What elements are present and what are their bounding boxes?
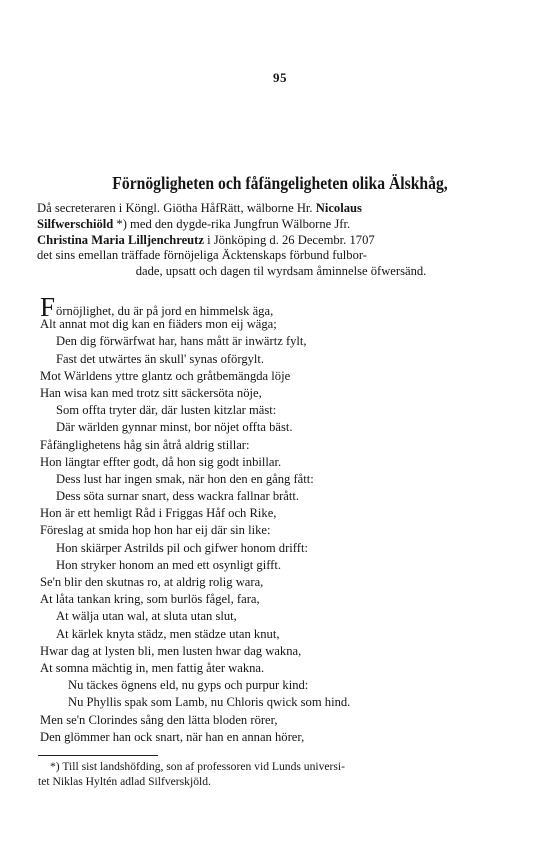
- poem-line: At kärlek knyta städz, men städze utan knut,: [56, 626, 280, 641]
- footnote-line: *) Till sist landshöfding, son af professoren vid Lunds universi-: [50, 760, 345, 773]
- dedication-line: Christina Maria Lilljenchreutz i Jönköping d. 26 Decembr. 1707: [37, 232, 375, 247]
- name-nicolaus: Nicolaus: [315, 201, 362, 215]
- poem-line: At låta tankan kring, som burlös fågel, fara,: [40, 592, 260, 607]
- poem-line: Dess lust har ingen smak, när hon den en gång fått:: [56, 471, 314, 486]
- poem-line: Mot Wärldens yttre glantz och gråtbemängda löje: [40, 368, 291, 383]
- name-christina: Christina Maria Lilljenchreutz: [37, 232, 204, 247]
- poem-line: Föreslag at smida hop hon har eij där sin like:: [40, 523, 271, 538]
- poem-line: Som offta tryter där, där lusten kitzlar mäst:: [56, 403, 277, 418]
- page-number: 95: [273, 70, 287, 85]
- dedication-line: dade, upsatt och dagen til wyrdsam åminnelse öfwersänd.: [135, 264, 427, 279]
- drop-cap: F: [40, 292, 56, 322]
- poem-title: Förnögligheten och fåfängeligheten olika Älskhåg,: [112, 173, 448, 193]
- poem-line: Den dig förwärfwat har, hans mått är inwärtz fylt,: [56, 334, 307, 349]
- poem-line: Dess söta surnar snart, dess wackra fallnar brått.: [56, 489, 300, 504]
- poem-line: Fast det utwärtes än skull' synas oförgylt.: [56, 351, 265, 366]
- poem-line: Men se'n Clorindes sång den lätta bloden rörer,: [40, 712, 278, 727]
- poem-line: Hon stryker honom an med ett osynligt gifft.: [56, 557, 282, 572]
- poem-line: Förnöjlighet, du är på jord en himmelsk äga,: [40, 292, 274, 322]
- poem-line: Där wärlden gynnar minst, bor nöjet offta bäst.: [56, 420, 293, 435]
- poem-line: Hon är ett hemligt Råd i Friggas Håf och Rike,: [40, 506, 277, 521]
- poem-line: Hon längtar effter godt, då hon sig godt inbillar.: [40, 454, 282, 469]
- footnote: [38, 760, 522, 789]
- name-silfwerschiold: Silfwerschiöld: [37, 216, 114, 231]
- poem-line: Den glömmer han ock snart, när han en annan hörer,: [40, 729, 305, 744]
- footnote-line: tet Niklas Hyltén adlad Silfverskjöld.: [38, 774, 211, 788]
- poem-line: Fåfänglighetens håg sin åtrå aldrig stillar:: [40, 437, 250, 452]
- dedication-line: Silfwerschiöld *) med den dygde-rika Jungfrun Wälborne Jfr.: [37, 216, 351, 231]
- poem-line: At somna mächtig in, men fattig åter wakna.: [40, 660, 265, 675]
- poem-line: Hwar dag at lysten bli, men lusten hwar dag wakna,: [40, 643, 302, 658]
- poem-line: Nu täckes ögnens eld, nu gyps och purpur kind:: [68, 678, 309, 693]
- poem-line: Nu Phyllis spak som Lamb, nu Chloris qwick som hind.: [68, 695, 351, 710]
- dedication-line: det sins emellan träffade förnöjeliga Äcktenskaps förbund fulbor-: [37, 248, 367, 263]
- poem-line: Alt annat mot dig kan en fiäders mon eij wäga;: [40, 317, 277, 332]
- poem-line: Hon skiärper Astrilds pil och gifwer honom drifft:: [56, 540, 308, 555]
- poem-line: Se'n blir den skutnas ro, at aldrig rolig wara,: [40, 575, 264, 589]
- dedication-line: Då secreteraren i Köngl. Giötha HåfRätt, wälborne Hr. Nicolaus: [37, 201, 362, 215]
- poem-line: At wälja utan wal, at sluta utan slut,: [56, 609, 237, 624]
- dedication-paragraph: [37, 201, 525, 280]
- poem-body: [40, 292, 520, 746]
- footnote-divider: [38, 755, 158, 756]
- poem-line: Han wisa kan med trotz sitt säckersöta nöje,: [40, 385, 262, 400]
